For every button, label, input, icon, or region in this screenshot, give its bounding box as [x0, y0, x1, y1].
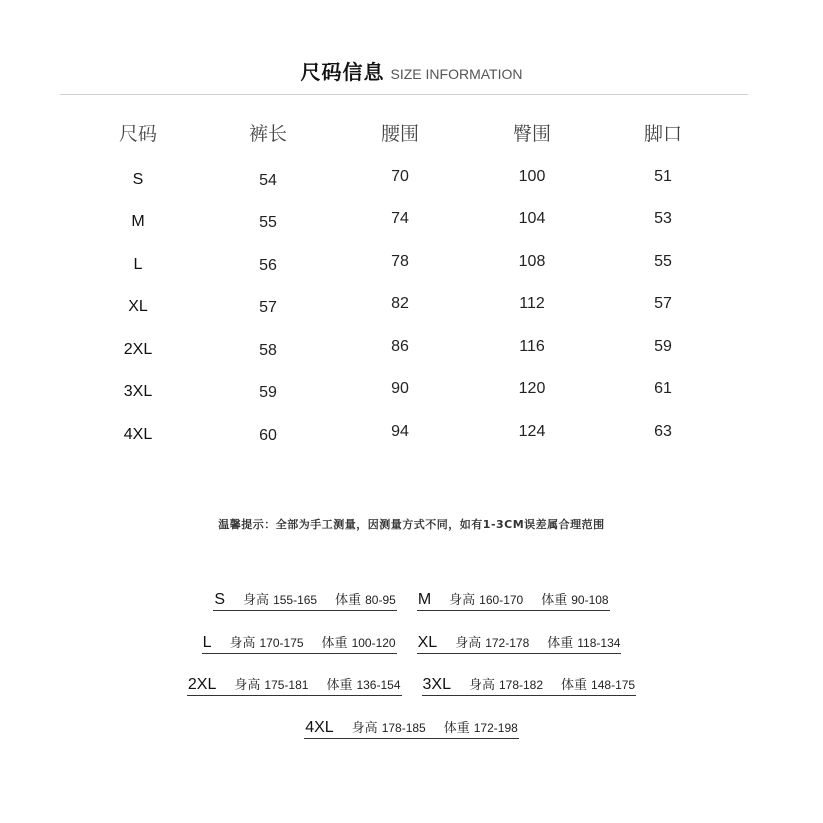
table-cell: 86: [391, 338, 409, 355]
weight-range: 148-175: [591, 678, 636, 692]
height-label: 身高: [243, 593, 270, 608]
table-header: 尺码: [118, 123, 158, 145]
height-label: 身高: [234, 678, 261, 693]
weight-range: 172-198: [473, 721, 518, 735]
reference-row: [0, 717, 823, 739]
table-cell: 104: [518, 210, 546, 227]
reference-size: 4XL: [305, 719, 334, 736]
reference-size: S: [214, 591, 226, 608]
table-cell: 57: [259, 299, 277, 316]
table-cell: 61: [654, 380, 672, 397]
reference-size: 3XL: [422, 676, 451, 693]
reference-size: XL: [417, 634, 438, 651]
weight-label: 体重: [547, 636, 574, 651]
table-cell: 120: [518, 380, 546, 397]
table-header: 臀围: [512, 123, 552, 145]
size-label: 3XL: [123, 383, 153, 400]
reference-item: [202, 632, 397, 654]
table-cell: 60: [259, 427, 277, 444]
reference-item: [422, 674, 637, 696]
reference-size: M: [417, 591, 432, 608]
weight-range: 80-95: [365, 593, 396, 607]
height-range: 155-165: [273, 593, 318, 607]
measurement-tip: 温馨提示：全部为手工测量，因测量方式不同，如有1-3CM误差属合理范围: [218, 518, 605, 531]
title-en: SIZE INFORMATION: [390, 66, 523, 82]
table-cell: 57: [654, 295, 672, 312]
reference-item: [417, 589, 610, 611]
table-header: 脚口: [643, 123, 683, 145]
reference-size: L: [202, 634, 212, 651]
table-cell: 74: [391, 210, 409, 227]
table-cell: 56: [259, 257, 277, 274]
table-cell: 100: [518, 168, 546, 185]
table-header: 裤长: [248, 123, 288, 145]
height-label: 身高: [468, 678, 495, 693]
height-range: 172-178: [485, 636, 530, 650]
reference-item: [304, 717, 519, 739]
table-cell: 53: [654, 210, 672, 227]
height-range: 178-185: [381, 721, 426, 735]
height-label: 身高: [455, 636, 482, 651]
height-range: 160-170: [479, 593, 524, 607]
reference-row: [0, 674, 823, 696]
weight-label: 体重: [443, 721, 470, 736]
table-cell: 59: [654, 338, 672, 355]
title-zh: 尺码信息: [300, 60, 385, 84]
reference-row: [0, 589, 823, 611]
table-cell: 59: [259, 384, 277, 401]
height-range: 178-182: [498, 678, 544, 692]
table-cell: 108: [518, 253, 546, 270]
size-label: 4XL: [123, 426, 153, 443]
weight-range: 118-134: [577, 636, 621, 650]
table-cell: 90: [391, 380, 409, 397]
size-label: L: [133, 256, 143, 273]
table-cell: 55: [654, 253, 672, 270]
table-cell: 63: [654, 423, 672, 440]
height-range: 170-175: [259, 636, 304, 650]
weight-label: 体重: [541, 593, 568, 608]
reference-item: [187, 674, 402, 696]
size-label: S: [132, 171, 144, 188]
table-cell: 51: [654, 168, 672, 185]
height-label: 身高: [351, 721, 378, 736]
height-range: 175-181: [264, 678, 309, 692]
table-cell: 55: [259, 214, 277, 231]
table-cell: 70: [391, 168, 409, 185]
weight-label: 体重: [326, 678, 353, 693]
size-label: M: [131, 213, 145, 230]
weight-label: 体重: [335, 593, 362, 608]
height-label: 身高: [449, 593, 476, 608]
table-cell: 94: [391, 423, 409, 440]
size-label: XL: [128, 298, 148, 315]
table-cell: 58: [259, 342, 277, 359]
reference-item: [417, 632, 622, 654]
table-cell: 116: [519, 338, 545, 355]
page-title: [0, 56, 823, 85]
size-label: 2XL: [123, 341, 153, 358]
table-cell: 112: [519, 295, 545, 312]
table-header: 腰围: [380, 123, 420, 145]
table-cell: 54: [259, 172, 277, 189]
title-divider: [60, 94, 748, 95]
table-cell: 82: [391, 295, 409, 312]
weight-range: 90-108: [571, 593, 609, 607]
weight-range: 100-120: [351, 636, 396, 650]
weight-label: 体重: [561, 678, 588, 693]
weight-range: 136-154: [356, 678, 401, 692]
reference-size: 2XL: [187, 676, 217, 693]
table-cell: 124: [518, 423, 546, 440]
weight-label: 体重: [321, 636, 348, 651]
height-label: 身高: [229, 636, 256, 651]
reference-row: [0, 632, 823, 654]
reference-item: [213, 589, 396, 611]
table-cell: 78: [391, 253, 409, 270]
